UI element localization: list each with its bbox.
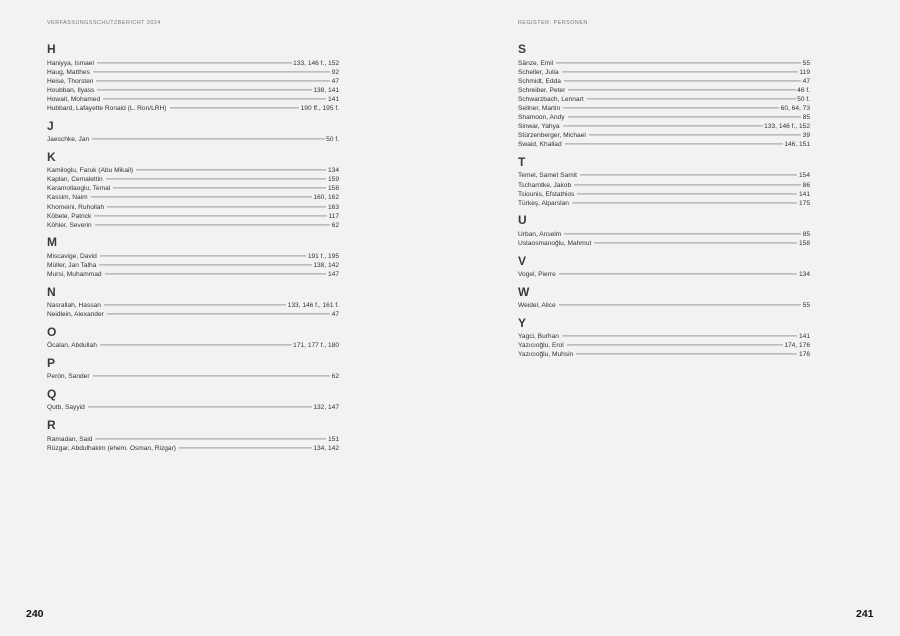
leader-line [559,273,798,274]
index-entry [518,113,810,122]
entry-pages: 55 [802,302,810,310]
leader-line [93,376,331,377]
index-entry [47,403,339,412]
entry-name: Sinwar, Yahya [518,123,560,131]
index-entry [518,59,810,68]
section-letter: V [518,253,527,268]
entry-name: Yagci, Burhan [518,333,559,341]
leader-line [113,188,326,189]
index-entry [47,135,339,144]
leader-line [95,438,326,439]
entry-pages: 138, 141 [313,86,339,94]
entry-name: Weidel, Alice [518,302,556,310]
entry-name: Stürzenberger, Michael [518,132,586,140]
page-number-left: 240 [26,608,44,620]
index-entry [47,175,339,184]
leader-line [92,138,325,139]
index-entry [518,332,810,341]
index-entry [47,444,339,453]
leader-line [97,62,292,63]
entry-name: Schreiber, Peter [518,86,566,94]
index-section [518,154,810,208]
entry-pages: 86 [802,181,810,189]
index-entry [47,261,339,270]
entry-name: Tscharntke, Jakob [518,181,572,189]
section-letter: W [518,284,530,299]
section-letter: J [47,118,54,133]
index-entry [518,104,810,113]
leader-line [559,304,802,305]
entry-name: Yazıcıoğlu, Erol [518,342,564,350]
index-section [47,149,339,230]
entry-pages: 55 [802,59,810,67]
index-entry [47,59,339,68]
entry-pages: 176 [798,351,810,359]
entry-name: Köhler, Severin [47,221,92,229]
entry-name: Sänze, Emil [518,59,554,67]
entry-pages: 159 [327,176,339,184]
entry-name: Scheller, Julia [518,68,559,76]
entry-pages: 146, 151 [784,141,810,149]
entry-pages: 85 [802,230,810,238]
entry-pages: 50 f. [326,136,339,144]
section-letter: U [518,213,527,228]
entry-name: Tsiounis, Efstathios [518,190,575,198]
entry-pages: 132, 147 [313,404,339,412]
index-section [47,386,339,413]
section-letter: S [518,42,527,56]
index-entry [47,203,339,212]
entry-pages: 133, 146 f., 161 f. [287,302,339,310]
index-section [47,417,339,453]
entry-pages: 141 [327,95,339,103]
leader-line [564,80,801,81]
section-letter: Y [518,315,527,330]
entry-pages: 134, 142 [313,444,339,452]
index-section [47,118,339,145]
index-section [518,253,810,280]
index-entry [47,301,339,310]
index-entry [518,171,810,180]
index-entry [518,181,810,190]
entry-pages: 46 f. [797,86,810,94]
index-entry [47,95,339,104]
index-entry [518,199,810,208]
leader-line [93,71,330,72]
leader-line [589,135,801,136]
index-entry [518,86,810,95]
entry-pages: 62 [331,221,339,229]
entry-name: Temel, Samet Samit [518,172,577,180]
section-letter: P [47,355,56,370]
index-section [518,315,810,360]
entry-name: Miscavige, David [47,252,97,260]
entry-name: Khomeini, Ruhollah [47,203,105,211]
index-entry [47,77,339,86]
leader-line [594,242,797,243]
leader-line [556,62,801,63]
entry-pages: 134 [327,167,339,175]
leader-line [562,71,798,72]
index-entry [518,95,810,104]
entry-pages: 85 [802,114,810,122]
index-entry [47,68,339,77]
leader-line [106,179,327,180]
entry-pages: 191 f., 195 [307,252,339,260]
leader-line [580,175,797,176]
index-entry [47,310,339,319]
entry-name: Heise, Thorsten [47,77,94,85]
index-section [47,324,339,351]
leader-line [105,273,327,274]
running-header-left: VERFASSUNGSSCHUTZBERICHT 2024 [47,20,161,26]
section-letter: H [47,42,56,56]
entry-name: Shamoon, Andy [518,114,565,122]
entry-name: Houbban, Ilyass [47,86,95,94]
index-entry [518,68,810,77]
leader-line [136,170,326,171]
entry-name: Swaid, Khallad [518,141,562,149]
index-entry [518,230,810,239]
index-entry [518,131,810,140]
entry-pages: 92 [331,68,339,76]
entry-pages: 163 [327,203,339,211]
entry-name: Vogel, Pierre [518,271,556,278]
entry-name: Sellner, Martin [518,104,561,112]
leader-line [563,126,763,127]
entry-name: Ustaosmanoğlu, Mahmut [518,239,592,247]
leader-line [91,197,312,198]
entry-name: Rüzgar, Abdulhakim (ehem. Osman, Rizgar) [47,444,176,452]
right-page [518,0,810,636]
entry-name: Müller, Jan Talha [47,261,97,269]
entry-pages: 50 f. [797,95,810,103]
index-section [47,355,339,382]
entry-name: Köbele, Patrick [47,212,92,220]
entry-pages: 158 [798,239,810,247]
entry-name: Howait, Mohamed [47,95,101,103]
entry-pages: 39 [802,132,810,140]
entry-name: Schwarzbach, Lennart [518,95,584,103]
leader-line [568,116,802,117]
leader-line [563,107,779,108]
leader-line [574,184,801,185]
leader-line [88,407,312,408]
entry-pages: 141 [798,333,810,341]
entry-pages: 175 [798,199,810,207]
index-entry [47,372,339,381]
section-letter: K [47,149,56,164]
section-letter: T [518,154,526,169]
section-letter: N [47,284,56,299]
index-entry [47,193,339,202]
index-entry [47,341,339,350]
entry-pages: 133, 146 f., 152 [293,59,339,67]
leader-line [104,304,286,305]
entry-pages: 47 [331,77,339,85]
leader-line [567,345,783,346]
entry-name: Haniyya, Ismael [47,59,94,67]
entry-name: Qutb, Sayyid [47,404,85,412]
entry-pages: 147 [327,271,339,278]
leader-line [107,314,330,315]
leader-line [179,447,312,448]
leader-line [100,345,292,346]
leader-line [576,354,797,355]
index-section [47,284,339,320]
index-entry [47,184,339,193]
index-section [518,212,810,248]
entry-name: Perón, Sander [47,373,90,381]
index-entry [47,212,339,221]
entry-pages: 160, 162 [313,194,339,202]
entry-pages: 154 [798,172,810,180]
leader-line [95,224,330,225]
leader-line [564,233,801,234]
leader-line [99,264,311,265]
index-entry [518,350,810,359]
entry-pages: 171, 177 f., 180 [293,342,339,350]
index-section [518,41,810,149]
section-letter: Q [47,386,57,401]
index-sections-left [47,41,339,457]
index-entry [518,140,810,149]
entry-pages: 62 [331,373,339,381]
leader-line [572,202,798,203]
index-entry [518,341,810,350]
entry-pages: 119 [799,68,810,76]
entry-name: Türkeş, Alparslan [518,199,569,207]
entry-pages: 60, 64, 73 [780,104,810,112]
section-letter: R [47,418,56,433]
index-entry [47,86,339,95]
index-entry [47,104,339,113]
entry-pages: 174, 176 [784,342,810,350]
entry-pages: 158 [327,185,339,193]
leader-line [94,215,327,216]
entry-name: Schmidt, Edda [518,77,561,85]
entry-pages: 117 [328,212,339,220]
index-sections-right [518,41,810,364]
entry-pages: 133, 146 f., 152 [764,123,810,131]
index-entry [518,122,810,131]
index-entry [518,77,810,86]
entry-name: Öcalan, Abdullah [47,342,97,350]
index-section [47,234,339,279]
leader-line [107,206,326,207]
running-header-right: REGISTER: PERSONEN [518,20,588,26]
index-entry [518,270,810,279]
entry-pages: 151 [327,435,339,443]
entry-name: Neidlein, Alexander [47,311,104,319]
entry-name: Haug, Matthes [47,68,90,76]
entry-name: Hubbard, Lafayette Ronald (L. Ron/LRH) [47,104,167,112]
entry-pages: 141 [798,190,810,198]
index-entry [518,190,810,199]
entry-name: Nasrallah, Hassan [47,302,101,310]
entry-name: Kamiloglu, Faruk (Abu Mikail) [47,167,134,175]
entry-pages: 134 [798,271,810,278]
entry-name: Mursi, Muhammad [47,271,102,278]
entry-name: Urban, Anselm [518,230,562,238]
entry-pages: 190 ff., 195 f. [300,104,339,112]
leader-line [103,98,326,99]
index-entry [518,301,810,310]
entry-name: Kaplan, Cemalettin [47,176,103,184]
section-letter: M [47,235,57,250]
index-entry [518,239,810,248]
entry-pages: 138, 142 [313,261,339,269]
index-entry [47,166,339,175]
index-section [47,41,339,113]
page-number-right: 241 [856,608,874,620]
entry-name: Karamollaoglu, Temal [47,185,111,193]
index-entry [47,270,339,279]
leader-line [587,98,796,99]
leader-line [100,255,306,256]
entry-name: Ramadan, Said [47,435,93,443]
entry-pages: 47 [802,77,810,85]
entry-pages: 47 [331,311,339,319]
index-section [518,284,810,311]
leader-line [96,80,330,81]
entry-name: Yazıcıoğlu, Muhsin [518,351,574,359]
index-entry [47,221,339,230]
leader-line [562,336,798,337]
leader-line [577,193,797,194]
entry-name: Kassim, Naim [47,194,88,202]
left-page [47,0,339,636]
entry-name: Jaeschke, Jan [47,136,90,144]
index-entry [47,252,339,261]
leader-line [565,144,783,145]
section-letter: O [47,324,57,339]
leader-line [568,89,795,90]
index-entry [47,435,339,444]
leader-line [170,107,300,108]
leader-line [97,89,312,90]
